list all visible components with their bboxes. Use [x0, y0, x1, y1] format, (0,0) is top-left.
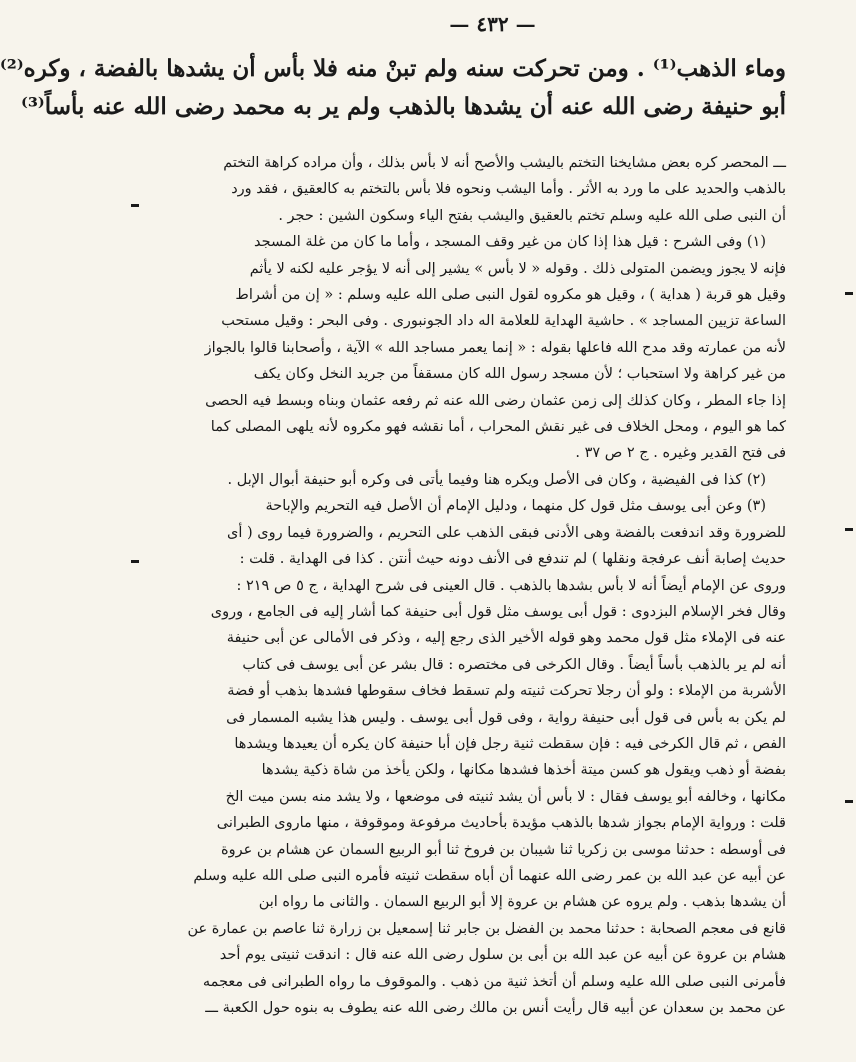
- page-number: — ٤٣٢ —: [449, 12, 536, 36]
- footnote-line: فى فتح القدير وغيره . ج ٢ ص ٣٧ .: [575, 445, 786, 462]
- footnote-line: وقال فخر الإسلام البزدوى : قول أبى يوسف مثل قول أبى حنيفة كما أشار إليه فى الجامع ، وروى: [210, 603, 786, 620]
- footnote-line: حديث إصابة أنف عرفجة ونقلها ) لم تندفع فى الأنف دونه حيث أنتن . كذا فى الهداية . قلت :: [239, 551, 786, 568]
- footnote-line: لم يكن به بأس فى قول أبى حنيفة رواية ، وفى قول أبى يوسف . وليس هذا يشبه المسمار فى: [226, 709, 786, 726]
- footnote-line: بفضة أو ذهب ويقول هو كسن ميتة أخذها فشدها مكانها ، ولكن يأخذ من شاة ذكية يشدها: [261, 762, 786, 779]
- footnote-line: عن محمد بن سعدان عن أبيه قال رأيت أنس بن مالك رضى الله عنه يطوف به بنوه حول الكعبة ـــ: [205, 1000, 786, 1016]
- footnote-line: وروى عن الإمام أيضاً أنه لا بأس بشدها بالذهب . قال العينى فى شرح الهداية ، ج ٥ ص ٢١٩ :: [236, 577, 786, 594]
- margin-mark: [131, 204, 139, 207]
- footnote-line: لأنه من عمارته وقد مدح الله فاعلها بقوله : « إنما يعمر مساجد الله » الآية ، وأصحابنا قالوا بالجواز: [204, 339, 786, 356]
- margin-mark: [845, 528, 853, 531]
- footnote-line: من غير كراهة ولا استحباب ؛ لأن مسجد رسول الله كان مسقفاً من جريد النخل وكان يكف: [253, 366, 786, 383]
- footnote-line: (١) وفى الشرح : قيل هذا إذا كان من غير وقف المسجد ، وأما ما كان من غلة المسجد: [254, 234, 766, 251]
- footnote-line: عنه فى الإملاء مثل قول محمد وهو قوله الأخير الذى رجع إليه ، وذكر فى الأمالى عن أبى حنيفة: [226, 630, 786, 647]
- footnote-line: كما هو اليوم ، ومحل الخلاف فى غير نقش المحراب ، أما نقشه فهو مكروه لأنه يلهى المصلى كما: [210, 419, 786, 436]
- footnote-line: الأشربة من الإملاء : ولو أن رجلا تحركت ثنيته ولم تسقط فخاف سقوطها فشدها بذهب أو فضة: [227, 683, 786, 700]
- footnote-line: للضرورة وقد اندفعت بالفضة وهى الأدنى فبقى الذهب على التحريم ، والضرورة فيما روى ( أى: [227, 524, 786, 541]
- footnote-line: مكانها ، وخالفه أبو يوسف فقال : لا بأس أن يشد ثنيته فى موضعها ، ولا يشد منه بسن ميت الخ: [225, 788, 786, 805]
- main-text-block: [0, 50, 786, 126]
- margin-mark: [845, 292, 853, 295]
- footnote-line: بالذهب والحديد على ما ورد به الأثر . وأما اليشب ونحوه فلا بأس بالتختم به كالعقيق ، فقد ورد: [231, 181, 786, 198]
- footnote-line: (٢) كذا فى الفيضية ، وكان فى الأصل ويكره هنا وفيما يأتى فى وكره أبو حنيفة أبوال الإبل .: [227, 471, 766, 488]
- footnote-line: أن يشدها بذهب . ولم يروه عن هشام بن عروة إلا أبو الربيع السمان . والثانى ما رواه ابن: [258, 894, 786, 911]
- footnote-line: فأمرنى النبى صلى الله عليه وسلم أن أتخذ ثنية من ذهب . والموقوف ما رواه الطبرانى فى معجمه: [202, 973, 786, 990]
- main-text-line: أبو حنيفة رضى الله عنه أن يشدها بالذهب ولم ير به محمد رضى الله عنه بأساً⁽³⁾: [20, 93, 786, 120]
- footnotes-block: [166, 150, 786, 1021]
- footnote-line: عن أبيه عن عبد الله بن عمر رضى الله عنهما أن أباه سقطت ثنيته فأمره النبى صلى الله عليه وسلم: [193, 867, 786, 884]
- footnote-line: فى أوسطه : حدثنا موسى بن زكريا ثنا شيبان بن فروخ ثنا أبو الربيع السمان عن هشام بن عروة: [221, 841, 786, 858]
- footnote-line: قانع فى معجم الصحابة : حدثنا محمد بن الفضل بن جابر ثنا إسمعيل بن زرارة ثنا عاصم بن عمارة عن: [187, 920, 786, 937]
- footnote-line: أنه لم ير بالذهب بأساً أيضاً . وقال الكرخى فى مختصره : قال بشر عن أبى يوسف فى كتاب: [242, 656, 786, 673]
- footnote-line: قلت : ورواية الإمام بجواز شدها بالذهب مؤيدة بأحاديث مرفوعة وموقوفة ، منها ماروى الطبرانى: [216, 815, 786, 832]
- footnote-line: هشام بن عروة عن أبيه عن عبد الله بن أبى بن سلول رضى الله عنه قال : اندقت ثنيتى يوم أحد: [219, 947, 786, 964]
- footnote-line: إذا جاء المطر ، وكان كذلك إلى زمن عثمان رضى الله عنه ثم رفعه عثمان وبناه وبسط فيه الحصى: [205, 392, 786, 409]
- footnote-line: الفص ، ثم قال الكرخى فيه : فإن سقطت ثنية رجل فإن أبا حنيفة كان يكره أن يعيدها ويشدها: [234, 735, 786, 752]
- footnote-line: (٣) وعن أبى يوسف مثل قول كل منهما ، ودليل الإمام أن الأصل فيه التحريم والإباحة: [265, 498, 766, 515]
- footnote-line: أن النبى صلى الله عليه وسلم تختم بالعقيق واليشب بفتح الياء وسكون الشين : حجر .: [278, 207, 786, 224]
- footnote-line: الساعة تزيين المساجد » . حاشية الهداية للعلامة اله داد الجونبورى . وفى البحر : وقيل مستحب: [221, 313, 786, 330]
- footnote-line: وقيل هو قربة ( هداية ) ، وقيل هو مكروه لقول النبى صلى الله عليه وسلم : « إن من أشراط: [235, 287, 786, 304]
- footnote-line: فإنه لا يجوز ويضمن المتولى ذلك . وقوله « لا بأس » يشير إلى أنه لا يؤجر عليه لكنه لا يأثم: [249, 260, 786, 277]
- margin-mark: [845, 800, 853, 803]
- margin-mark: [131, 560, 139, 563]
- main-text-line: وماء الذهب⁽¹⁾ . ومن تحركت سنه ولم تبنْ منه فلا بأس أن يشدها بالفضة ، وكره⁽²⁾: [0, 55, 786, 82]
- footnote-line: ـــ المحصر كره بعض مشايخنا التختم باليشب والأصح أنه لا بأس بذلك ، وأن مراده كراهة التختم: [223, 155, 786, 171]
